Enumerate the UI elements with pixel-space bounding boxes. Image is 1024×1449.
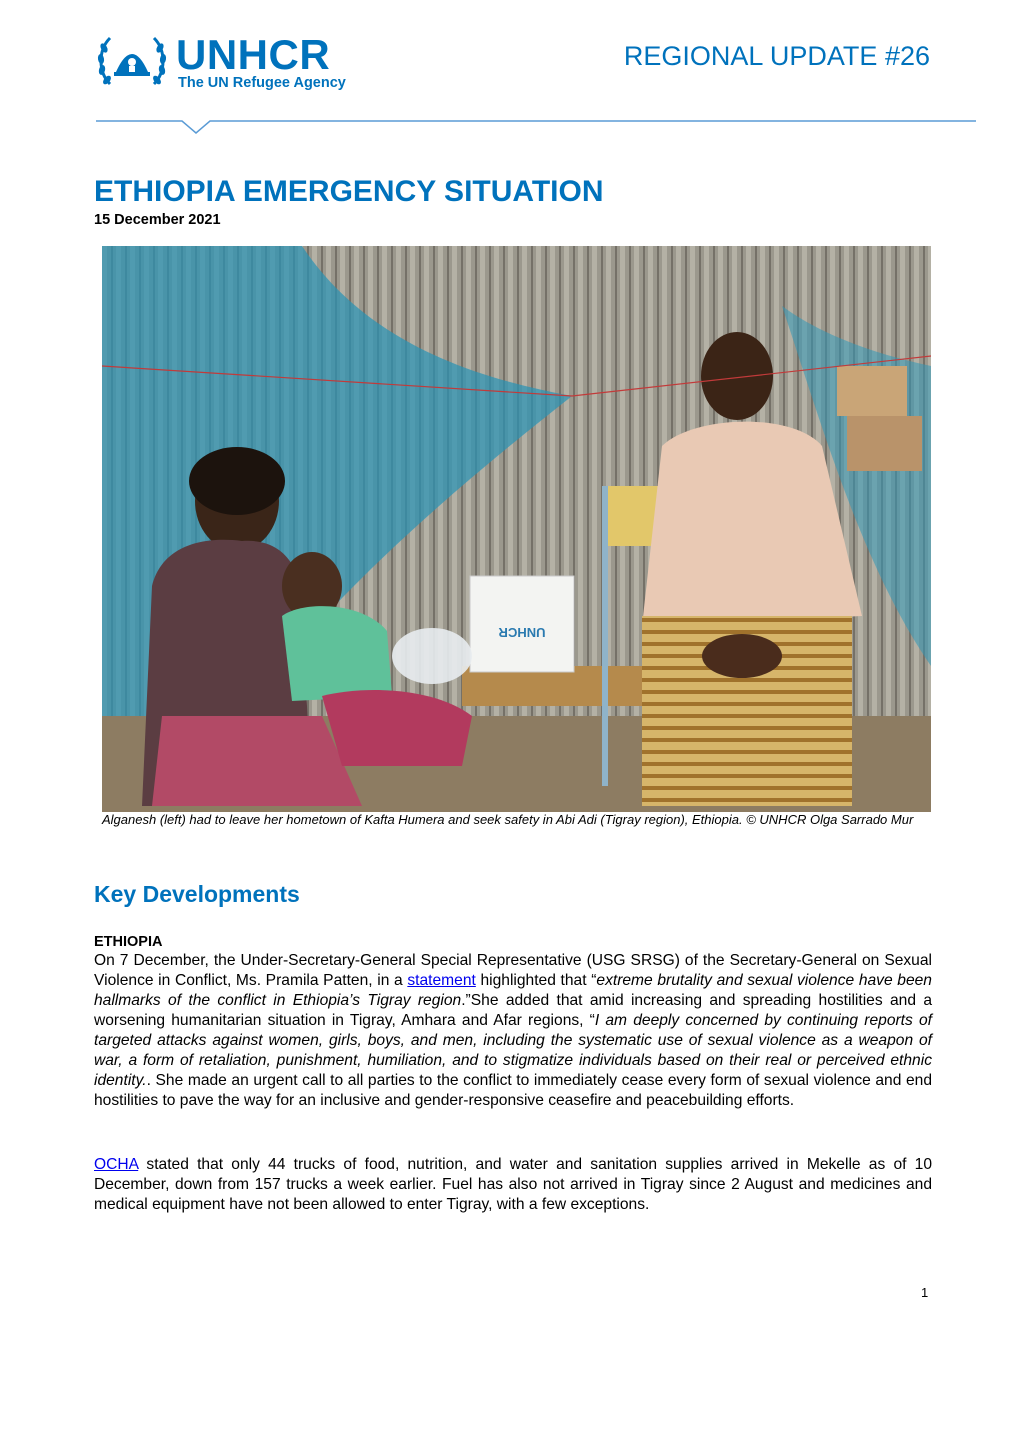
ocha-link[interactable]: OCHA: [94, 1156, 139, 1173]
photo-caption: Alganesh (left) had to leave her hometown of Kafta Humera and seek safety in Abi Adi (Tigray region), Ethiopia. © UNHCR Olga Sarrado Mur: [102, 812, 914, 827]
box-unhcr-label: UNHCR: [498, 625, 546, 640]
cover-photo: [102, 246, 931, 812]
page-number: 1: [921, 1285, 929, 1300]
quote-text: I am deeply concerned by continuing reports of targeted attacks against women, girls, boys, and men, including the systematic use of sexual violence as a weapon of war, a form of retaliation, punishment, humiliation, and to stigmatize individuals based on their real or perceived ethnic identity.: [94, 1012, 932, 1089]
country-heading: ETHIOPIA: [94, 934, 163, 950]
report-date: 15 December 2021: [94, 212, 221, 228]
section-heading: Key Developments: [94, 881, 300, 907]
paragraph-srsg-statement: [94, 951, 932, 1111]
paragraph-text: .”She added that amid increasing and spreading hostilities and a worsening humanitarian situation in Tigray, Amhara and Afar regions, “: [94, 992, 932, 1029]
logo-tagline: The UN Refugee Agency: [178, 75, 346, 91]
paragraph-ocha-update: [94, 1155, 932, 1215]
quote-text: extreme brutality and sexual violence have been hallmarks of the conflict in Ethiopia’s Tigray region: [94, 972, 932, 1009]
page-title: ETHIOPIA EMERGENCY SITUATION: [94, 175, 604, 208]
unhcr-logo: [96, 32, 366, 94]
paragraph-text: . She made an urgent call to all parties to the conflict to immediately cease every form of sexual violence and end hostilities to pave the way for an inclusive and gender-responsive ceasefire and peacebuilding efforts.: [94, 1072, 932, 1109]
header-divider: [96, 112, 976, 134]
paragraph-text: On 7 December, the Under-Secretary-General Special Representative (USG SRSG) of the Secretary-General on Sexual Violence in Conflict, Ms. Pramila Patten, in a: [94, 952, 932, 989]
paragraph-text: stated that only 44 trucks of food, nutrition, and water and sanitation supplies arrived in Mekelle as of 10 December, down from 157 trucks a week earlier. Fuel has also not arrived in Tigray since 2 August and medicines and medical equipment have not been allowed to enter Tigray, with a few exceptions.: [94, 1156, 932, 1213]
report-label: REGIONAL UPDATE #26: [623, 41, 930, 71]
unhcr-emblem-icon: [96, 32, 168, 92]
cover-photo-illustration: [102, 246, 931, 812]
statement-link[interactable]: statement: [407, 972, 476, 989]
paragraph-text: highlighted that “: [475, 972, 597, 989]
logo-wordmark: UNHCR: [176, 31, 331, 78]
